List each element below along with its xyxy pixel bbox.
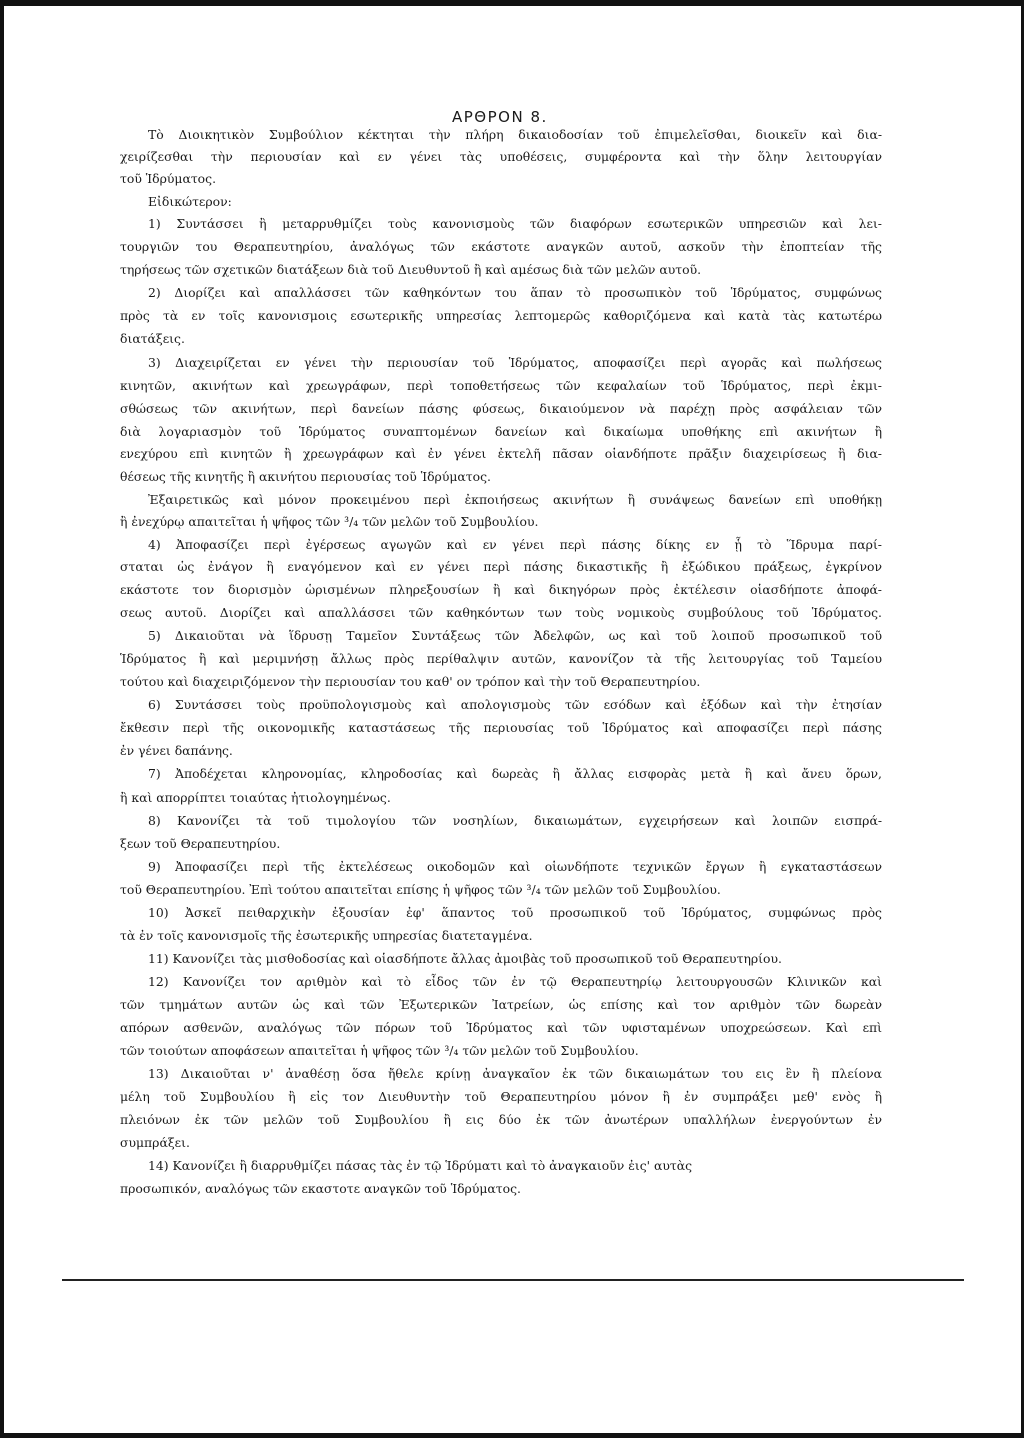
text-line: 13) Δικαιοῦται ν' ἀναθέσῃ ὅσα ἤθελε κρίνῃ ἀναγκαῖον ἐκ τῶν δικαιωμάτων του εις ἓν ἢ πλείονα xyxy=(148,1066,882,1081)
text-line: 10) Ἀσκεῖ πειθαρχικὴν ἐξουσίαν ἐφ' ἅπαντος τοῦ προσωπικοῦ τοῦ Ἱδρύματος, συμφώνως πρὸς xyxy=(148,905,882,920)
text-line: 6) Συντάσσει τοὺς προϋπολογισμοὺς καὶ απολογισμοὺς τῶν εσόδων καὶ ἐξόδων καὶ τὴν ἐτησίαν xyxy=(148,697,882,712)
text-line: σεως αυτοῦ. Διορίζει καὶ απαλλάσσει τῶν καθηκόντων των τοὺς νομικοὺς συμβούλους τοῦ Ἱδρύματος. xyxy=(120,605,882,620)
text-line: προσωπικόν, αναλόγως τῶν εκαστοτε αναγκῶν τοῦ Ἱδρύματος. xyxy=(120,1181,521,1196)
text-line: ενεχύρου επὶ κινητῶν ἢ χρεωγράφων καὶ ἐν γένει ἐκτελῆ πᾶσαν οἱανδήποτε πρᾶξιν διαχειρίσεως ἢ δια- xyxy=(120,446,882,461)
text-line: πρὸς τὰ εν τοῖς κανονισμοις εσωτερικῆς υπηρεσίας λεπτομερῶς καθοριζόμενα καὶ κατὰ τὰς κατωτέρω xyxy=(120,308,882,323)
text-line: σταται ὡς ἐνάγον ἢ εναγόμενον καὶ εν γένει περὶ πάσης δικαστικῆς ἢ ἐξώδικου πράξεως, ἐγκρίνον xyxy=(120,559,882,574)
text-line: απόρων ασθενῶν, αναλόγως τῶν πόρων τοῦ Ἱδρύματος καὶ τῶν υφισταμένων υποχρεώσεων. Καὶ επὶ xyxy=(120,1020,882,1035)
text-line: κινητῶν, ακινήτων καὶ χρεωγράφων, περὶ τοποθετήσεως τῶν κεφαλαίων τοῦ Ἱδρύματος, περὶ ἐκμι- xyxy=(120,378,882,393)
text-line: ξεων τοῦ Θεραπευτηρίου. xyxy=(120,836,281,851)
text-line: 12) Κανονίζει τον αριθμὸν καὶ τὸ εἶδος τῶν ἐν τῷ Θεραπευτηρίῳ λειτουργουσῶν Κλινικῶν καὶ xyxy=(148,974,882,989)
text-line: θέσεως τῆς κινητῆς ἢ ακινήτου περιουσίας τοῦ Ἱδρύματος. xyxy=(120,469,491,484)
text-line: τοῦ Ἱδρύματος. xyxy=(120,171,217,186)
text-line: 7) Ἀποδέχεται κληρονομίας, κληροδοσίας καὶ δωρεὰς ἢ ἄλλας εισφορὰς μετὰ ἢ καὶ ἄνευ ὅρων, xyxy=(148,766,882,781)
text-line: ἢ ἐνεχύρῳ απαιτεῖται ἡ ψῆφος τῶν ³/₄ τῶν μελῶν τοῦ Συμβουλίου. xyxy=(120,514,539,529)
text-line: 3) Διαχειρίζεται εν γένει τὴν περιουσίαν τοῦ Ἱδρύματος, αποφασίζει περὶ αγορᾶς καὶ πωλήσεως xyxy=(148,355,882,370)
text-line: Εἰδικώτερον: xyxy=(148,194,232,209)
text-line: εκάστοτε τον διορισμὸν ὡρισμένων πληρεξουσίων ἢ καὶ δικηγόρων πρὸς ἐκτέλεσιν οἱασδήποτε ἀποφά- xyxy=(120,582,882,597)
text-line: χειρίζεσθαι τὴν περιουσίαν καὶ εν γένει τὰς υποθέσεις, συμφέροντα καὶ τὴν ὅλην λειτουργίαν xyxy=(120,149,882,164)
text-line: πλειόνων ἐκ τῶν μελῶν τοῦ Συμβουλίου ἢ εις δύο ἐκ τῶν ἀνωτέρων υπαλλήλων ἐνεργούντων ἐν xyxy=(120,1112,882,1127)
text-line: τῶν τμημάτων αυτῶν ὡς καὶ τῶν Ἐξωτερικῶν Ἰατρείων, ὡς επίσης καὶ τον αριθμὸν τῶν δωρεὰν xyxy=(120,997,882,1012)
scan-border-bottom xyxy=(0,1433,1024,1438)
text-line: 11) Κανονίζει τὰς μισθοδοσίας καὶ οἱασδήποτε ἄλλας ἀμοιβὰς τοῦ προσωπικοῦ τοῦ Θεραπευτηρίου. xyxy=(148,951,782,966)
text-line: 9) Ἀποφασίζει περὶ τῆς ἐκτελέσεως οικοδομῶν καὶ οἱωνδήποτε τεχνικῶν ἔργων ἢ εγκαταστάσεων xyxy=(148,859,882,874)
text-line: 4) Ἀποφασίζει περὶ ἐγέρσεως αγωγῶν καὶ εν γένει περὶ πάσης δίκης εν ᾗ τὸ Ἵδρυμα παρί- xyxy=(148,537,882,552)
text-line: διατάξεις. xyxy=(120,331,185,346)
scan-border-top xyxy=(0,0,1024,6)
text-line: τηρήσεως τῶν σχετικῶν διατάξεων διὰ τοῦ Διευθυντοῦ ἢ καὶ αμέσως διὰ τῶν μελῶν αυτοῦ. xyxy=(120,262,702,277)
text-line: τὰ ἐν τοῖς κανονισμοῖς τῆς ἐσωτερικῆς υπηρεσίας διατεταγμένα. xyxy=(120,928,533,943)
text-line: 14) Κανονίζει ἢ διαρρυθμίζει πάσας τὰς ἐν τῷ Ἱδρύματι καὶ τὸ ἀναγκαιοῦν ἐις' αυτὰς xyxy=(148,1158,693,1173)
page-rule xyxy=(62,1279,964,1281)
text-line: Ἱδρύματος ἢ καὶ μεριμνήσῃ ἄλλως πρὸς περίθαλψιν αυτῶν, κανονίζον τὰ τῆς λειτουργίας τοῦ Ταμείου xyxy=(120,651,882,666)
text-line: τῶν τοιούτων αποφάσεων απαιτεῖται ἡ ψῆφος τῶν ³/₄ τῶν μελῶν τοῦ Συμβουλίου. xyxy=(120,1043,639,1058)
article-title: ΑΡΘΡΟΝ 8. xyxy=(452,108,548,126)
text-line: 2) Διορίζει καὶ απαλλάσσει τῶν καθηκόντων του ἅπαν τὸ προσωπικὸν τοῦ Ἱδρύματος, συμφώνως xyxy=(148,285,882,300)
text-line: συμπράξει. xyxy=(120,1135,190,1150)
scan-border-left xyxy=(0,0,4,1438)
text-line: τουργιῶν του Θεραπευτηρίου, ἀναλόγως τῶν εκάστοτε αναγκῶν αυτοῦ, ασκοῦν τὴν ἐποπτείαν τῆς xyxy=(120,239,882,254)
text-line: ἢ καὶ απορρίπτει τοιαύτας ἠτιολογημένως. xyxy=(120,790,391,805)
text-line: Τὸ Διοικητικὸν Συμβούλιον κέκτηται τὴν πλήρη δικαιοδοσίαν τοῦ ἐπιμελεῖσθαι, διοικεῖν καὶ δια- xyxy=(148,127,882,142)
text-line: 5) Δικαιοῦται νὰ ἵδρυσῃ Ταμεῖον Συντάξεως τῶν Ἀδελφῶν, ως καὶ τοῦ λοιποῦ προσωπικοῦ τοῦ xyxy=(148,628,882,643)
text-line: σθώσεως τῶν ακινήτων, περὶ δανείων πάσης φύσεως, δικαιούμενον νὰ παρέχῃ πρὸς ασφάλειαν τῶν xyxy=(120,401,882,416)
text-line: ἐν γένει δαπάνης. xyxy=(120,743,233,758)
text-line: τούτου καὶ διαχειριζόμενον τὴν περιουσίαν του καθ' ον τρόπον καὶ τὴν τοῦ Θεραπευτηρίου. xyxy=(120,674,701,689)
text-line: Ἐξαιρετικῶς καὶ μόνον προκειμένου περὶ ἐκποιήσεως ακινήτων ἢ συνάψεως δανείων επὶ υποθήκῃ xyxy=(148,492,882,507)
text-line: 8) Κανονίζει τὰ τοῦ τιμολογίου τῶν νοσηλίων, δικαιωμάτων, εγχειρήσεων καὶ λοιπῶν εισπρά- xyxy=(148,813,882,828)
text-line: διὰ λογαριασμὸν τοῦ Ἱδρύματος συναπτομένων δανείων καὶ δικαίωμα υποθήκης επὶ ακινήτων ἢ xyxy=(120,424,882,439)
text-line: μέλη τοῦ Συμβουλίου ἢ εἰς τον Διευθυντὴν τοῦ Θεραπευτηρίου μόνον ἢ ἐν συμπράξει μεθ' ενὸς ἢ xyxy=(120,1089,882,1104)
text-line: 1) Συντάσσει ἢ μεταρρυθμίζει τοὺς κανονισμοὺς τῶν διαφόρων εσωτερικῶν υπηρεσιῶν καὶ λει- xyxy=(148,216,882,231)
text-line: ἔκθεσιν περὶ τῆς οικονομικῆς καταστάσεως τῆς περιουσίας τοῦ Ἱδρύματος καὶ αποφασίζει περὶ πάσης xyxy=(120,720,882,735)
text-line: τοῦ Θεραπευτηρίου. Ἐπὶ τούτου απαιτεῖται επίσης ἡ ψῆφος τῶν ³/₄ τῶν μελῶν τοῦ Συμβουλίου. xyxy=(120,882,721,897)
